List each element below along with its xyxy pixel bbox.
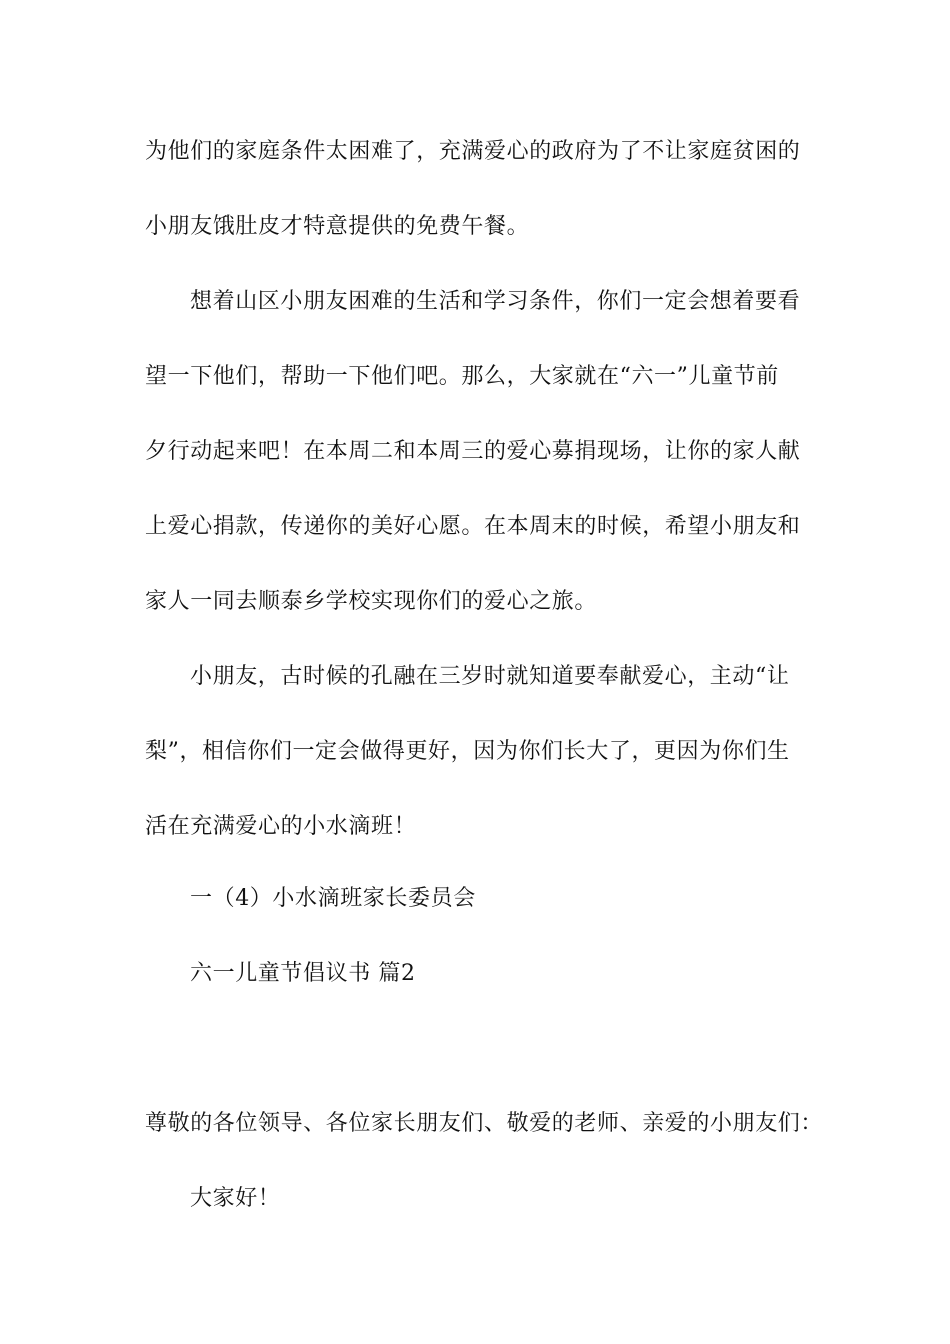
paragraph-line: 活在充满爱心的小水滴班！: [145, 814, 417, 839]
paragraph-line: 想着山区小朋友困难的生活和学习条件，你们一定会想着要看: [190, 289, 801, 314]
section-title: 六一儿童节倡议书 篇2: [190, 961, 416, 986]
paragraph-line: 小朋友，古时候的孔融在三岁时就知道要奉献爱心，主动“让: [190, 664, 790, 689]
paragraph-line: 上爱心捐款，传递你的美好心愿。在本周末的时候，希望小朋友和: [145, 514, 801, 539]
paragraph-line: 望一下他们，帮助一下他们吧。那么，大家就在“六一”儿童节前: [145, 364, 779, 389]
paragraph-line: 家人一同去顺泰乡学校实现你们的爱心之旅。: [145, 589, 598, 614]
signature-line: 一（4）小水滴班家长委员会: [190, 886, 476, 911]
salutation-line: 尊敬的各位领导、各位家长朋友们、敬爱的老师、亲爱的小朋友们：: [145, 1111, 824, 1136]
paragraph-line: 为他们的家庭条件太困难了，充满爱心的政府为了不让家庭贫困的: [145, 139, 801, 164]
paragraph-line: 夕行动起来吧！在本周二和本周三的爱心募捐现场，让你的家人献: [145, 439, 801, 464]
greeting-line: 大家好！: [190, 1186, 281, 1211]
paragraph-line: 梨”，相信你们一定会做得更好，因为你们长大了，更因为你们生: [145, 739, 790, 764]
paragraph-line: 小朋友饿肚皮才特意提供的免费午餐。: [145, 214, 530, 239]
